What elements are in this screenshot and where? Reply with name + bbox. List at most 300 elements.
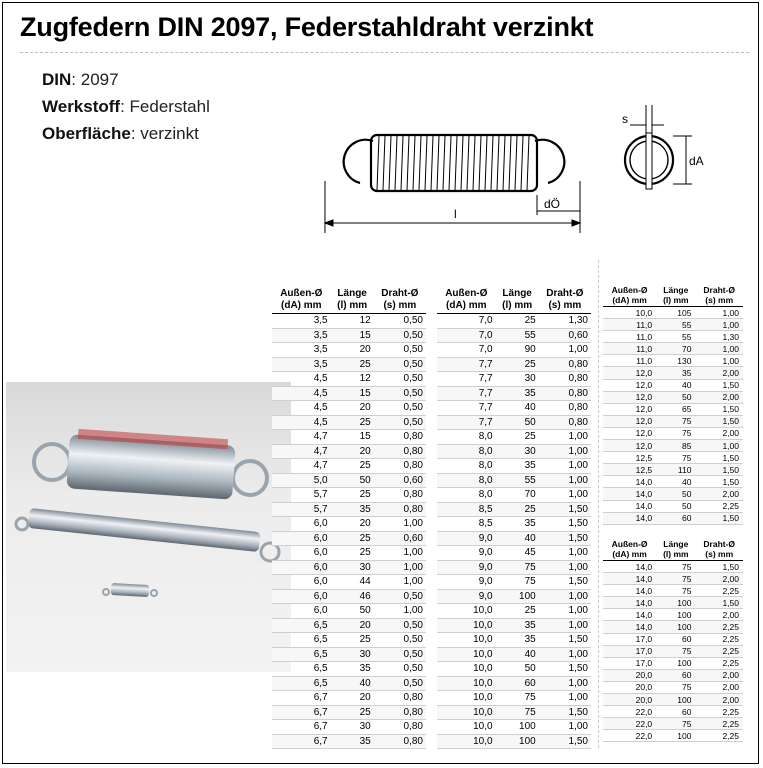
cell-outer-diameter: 7,0 [437, 314, 496, 329]
table-row [603, 307, 743, 319]
cell-length: 35 [496, 459, 539, 474]
col-header-line: (dA) mm [612, 295, 647, 305]
cell-wire-diameter: 2,25 [695, 730, 743, 742]
table-row [603, 355, 743, 367]
cell-wire-diameter: 1,00 [539, 444, 591, 459]
cell-length: 25 [496, 430, 539, 445]
table-row [437, 546, 591, 561]
cell-outer-diameter: 14,0 [603, 573, 656, 585]
cell-wire-diameter: 1,00 [539, 488, 591, 503]
spec-material: Werkstoff: Federstahl [42, 97, 210, 116]
cell-outer-diameter: 22,0 [603, 706, 656, 718]
table-row [272, 444, 426, 459]
table-row [603, 488, 743, 500]
cell-wire-diameter: 1,00 [539, 589, 591, 604]
table-row [272, 618, 426, 633]
table-row [603, 343, 743, 355]
cell-outer-diameter: 11,0 [603, 355, 656, 367]
spec-din-value: 2097 [80, 70, 119, 89]
table-row [272, 560, 426, 575]
cell-outer-diameter: 9,0 [437, 531, 496, 546]
cell-outer-diameter: 6,0 [272, 531, 331, 546]
table-row [272, 357, 426, 372]
cell-length: 100 [496, 720, 539, 735]
cell-outer-diameter: 10,0 [437, 618, 496, 633]
col-header-line: Außen-Ø [280, 288, 323, 299]
table-row [272, 473, 426, 488]
cell-outer-diameter: 7,7 [437, 372, 496, 387]
table-row [437, 705, 591, 720]
cell-length: 15 [331, 386, 374, 401]
cell-outer-diameter: 6,0 [272, 560, 331, 575]
cell-length: 75 [656, 415, 695, 427]
cell-wire-diameter: 1,50 [695, 415, 743, 427]
cell-length: 30 [496, 444, 539, 459]
cell-length: 75 [656, 561, 695, 573]
cell-outer-diameter: 5,0 [272, 473, 331, 488]
cell-outer-diameter: 3,5 [272, 343, 331, 358]
cell-length: 40 [496, 647, 539, 662]
cell-wire-diameter: 1,00 [374, 604, 426, 619]
cell-outer-diameter: 3,5 [272, 357, 331, 372]
cell-wire-diameter: 2,25 [695, 500, 743, 512]
table-row [603, 415, 743, 427]
cell-wire-diameter: 1,50 [695, 403, 743, 415]
cell-length: 100 [496, 589, 539, 604]
cell-outer-diameter: 10,0 [603, 307, 656, 319]
large-spring-right-eye [233, 461, 267, 495]
cell-wire-diameter: 1,00 [539, 343, 591, 358]
cell-wire-diameter: 1,00 [539, 691, 591, 706]
cell-length: 30 [331, 720, 374, 735]
table-row [272, 314, 426, 329]
cell-wire-diameter: 0,80 [539, 386, 591, 401]
table-row [437, 343, 591, 358]
cell-wire-diameter: 0,80 [374, 720, 426, 735]
table-row [272, 386, 426, 401]
cell-wire-diameter: 1,00 [539, 604, 591, 619]
cell-length: 15 [331, 328, 374, 343]
cell-length: 35 [496, 386, 539, 401]
cell-outer-diameter: 6,5 [272, 618, 331, 633]
cell-outer-diameter: 9,0 [437, 575, 496, 590]
cell-outer-diameter: 6,7 [272, 720, 331, 735]
col-header-line: Außen-Ø [445, 288, 488, 299]
eye-diameter-label: dÖ [544, 197, 561, 211]
table-row [437, 604, 591, 619]
table-row [272, 633, 426, 648]
table-row [437, 314, 591, 329]
col-header-line: Länge [502, 288, 532, 299]
table-divider [598, 260, 599, 748]
spec-material-value: Federstahl [129, 97, 210, 116]
cell-length: 15 [331, 430, 374, 445]
cell-wire-diameter: 1,50 [695, 476, 743, 488]
cell-length: 25 [331, 415, 374, 430]
cell-outer-diameter: 20,0 [603, 681, 656, 693]
table-row [437, 720, 591, 735]
table-row [437, 372, 591, 387]
cell-outer-diameter: 9,0 [437, 560, 496, 575]
cell-wire-diameter: 1,50 [695, 379, 743, 391]
cell-length: 70 [656, 343, 695, 355]
table-row [272, 734, 426, 749]
table-row [603, 452, 743, 464]
cell-wire-diameter: 2,25 [695, 657, 743, 669]
cell-length: 55 [656, 331, 695, 343]
cell-length: 75 [656, 452, 695, 464]
cell-length: 20 [331, 618, 374, 633]
cell-length: 35 [496, 633, 539, 648]
cell-outer-diameter: 6,0 [272, 589, 331, 604]
cell-outer-diameter: 20,0 [603, 669, 656, 681]
table-row [603, 512, 743, 524]
col-wire-diameter [695, 284, 743, 307]
cell-outer-diameter: 6,0 [272, 546, 331, 561]
col-header-line: Draht-Ø [703, 285, 736, 295]
cell-length: 105 [656, 307, 695, 319]
col-header-line: (l) mm [502, 300, 533, 311]
cell-wire-diameter: 1,50 [539, 575, 591, 590]
cell-length: 20 [331, 444, 374, 459]
cell-outer-diameter: 17,0 [603, 645, 656, 657]
product-photo [6, 382, 291, 672]
outer-diameter-label: dA [689, 154, 704, 168]
table-row [272, 705, 426, 720]
cell-length: 50 [656, 500, 695, 512]
cell-wire-diameter: 1,00 [539, 647, 591, 662]
col-header-line: Länge [663, 285, 689, 295]
cell-length: 45 [496, 546, 539, 561]
cell-length: 25 [331, 357, 374, 372]
cell-length: 25 [496, 357, 539, 372]
col-wire-diameter [374, 287, 426, 314]
cell-length: 75 [656, 585, 695, 597]
cell-outer-diameter: 11,0 [603, 331, 656, 343]
cell-length: 60 [656, 706, 695, 718]
table-row [603, 706, 743, 718]
cell-outer-diameter: 7,7 [437, 357, 496, 372]
cell-wire-diameter: 1,50 [539, 502, 591, 517]
table-row [272, 372, 426, 387]
cell-wire-diameter: 0,50 [374, 676, 426, 691]
cell-outer-diameter: 14,0 [603, 500, 656, 512]
col-length [656, 284, 695, 307]
cell-length: 40 [331, 676, 374, 691]
cell-wire-diameter: 1,00 [374, 517, 426, 532]
cell-wire-diameter: 1,00 [539, 720, 591, 735]
col-length [496, 287, 539, 314]
cell-outer-diameter: 4,5 [272, 401, 331, 416]
col-header-line: Draht-Ø [703, 539, 736, 549]
table-row [437, 575, 591, 590]
right-eye-hook [535, 140, 564, 183]
col-header-line: (s) mm [705, 549, 734, 559]
table-row [272, 647, 426, 662]
cell-outer-diameter: 22,0 [603, 718, 656, 730]
cell-length: 46 [331, 589, 374, 604]
cell-outer-diameter: 12,0 [603, 403, 656, 415]
spec-surface-value: verzinkt [140, 124, 199, 143]
cell-wire-diameter: 1,00 [539, 676, 591, 691]
table-row [437, 633, 591, 648]
table-row [437, 386, 591, 401]
cell-wire-diameter: 2,00 [695, 391, 743, 403]
cell-wire-diameter: 0,60 [539, 328, 591, 343]
cell-outer-diameter: 6,5 [272, 633, 331, 648]
table-row [603, 464, 743, 476]
cell-wire-diameter: 1,50 [539, 531, 591, 546]
cell-length: 75 [656, 645, 695, 657]
table-row [603, 597, 743, 609]
cell-length: 60 [656, 669, 695, 681]
cell-outer-diameter: 6,7 [272, 734, 331, 749]
cell-outer-diameter: 8,0 [437, 473, 496, 488]
cell-length: 55 [496, 328, 539, 343]
cell-wire-diameter: 2,00 [695, 367, 743, 379]
cell-length: 100 [656, 597, 695, 609]
cell-length: 75 [656, 718, 695, 730]
cell-wire-diameter: 1,00 [374, 546, 426, 561]
cell-outer-diameter: 5,7 [272, 488, 331, 503]
cell-wire-diameter: 1,50 [695, 561, 743, 573]
col-header-line: (dA) mm [612, 549, 647, 559]
cell-wire-diameter: 1,00 [695, 343, 743, 355]
cell-length: 40 [496, 401, 539, 416]
cell-length: 100 [656, 694, 695, 706]
cell-wire-diameter: 2,25 [695, 633, 743, 645]
table-row [272, 604, 426, 619]
cell-length: 50 [656, 488, 695, 500]
cell-outer-diameter: 10,0 [437, 720, 496, 735]
table-row [603, 427, 743, 439]
cell-outer-diameter: 9,0 [437, 546, 496, 561]
cell-wire-diameter: 2,25 [695, 718, 743, 730]
cell-wire-diameter: 0,80 [374, 691, 426, 706]
table-row [272, 488, 426, 503]
col-outer-diameter [272, 287, 331, 314]
cell-length: 60 [496, 676, 539, 691]
cell-wire-diameter: 0,50 [374, 647, 426, 662]
cell-wire-diameter: 0,80 [539, 372, 591, 387]
cell-length: 75 [496, 560, 539, 575]
table-row [272, 430, 426, 445]
table-row [437, 401, 591, 416]
cell-wire-diameter: 1,00 [695, 440, 743, 452]
cell-length: 40 [496, 531, 539, 546]
table-row [272, 459, 426, 474]
col-header-line: (dA) mm [281, 300, 322, 311]
length-label: l [454, 207, 457, 221]
table-row [437, 531, 591, 546]
cell-length: 12 [331, 372, 374, 387]
cell-wire-diameter: 0,50 [374, 618, 426, 633]
cell-length: 55 [496, 473, 539, 488]
table-row [603, 379, 743, 391]
cell-wire-diameter: 0,50 [374, 589, 426, 604]
cell-length: 20 [331, 401, 374, 416]
cell-wire-diameter: 1,00 [539, 618, 591, 633]
cell-outer-diameter: 17,0 [603, 657, 656, 669]
cell-outer-diameter: 14,0 [603, 476, 656, 488]
table-row [272, 691, 426, 706]
col-header-line: (l) mm [337, 300, 368, 311]
cell-wire-diameter: 0,50 [374, 314, 426, 329]
cell-wire-diameter: 0,50 [374, 415, 426, 430]
cell-wire-diameter: 1,50 [539, 734, 591, 749]
cell-length: 75 [656, 681, 695, 693]
cell-wire-diameter: 1,50 [695, 512, 743, 524]
wire-label: s [622, 112, 628, 126]
cell-length: 100 [656, 730, 695, 742]
table-row [603, 319, 743, 331]
cell-wire-diameter: 0,80 [374, 705, 426, 720]
cell-length: 40 [656, 476, 695, 488]
table-row [437, 473, 591, 488]
cell-outer-diameter: 20,0 [603, 694, 656, 706]
cell-length: 75 [656, 573, 695, 585]
table-row [437, 444, 591, 459]
cell-length: 100 [656, 657, 695, 669]
col-header-line: (s) mm [548, 300, 582, 311]
cell-outer-diameter: 10,0 [437, 647, 496, 662]
col-header-line: (dA) mm [446, 300, 487, 311]
cell-outer-diameter: 10,0 [437, 734, 496, 749]
cell-length: 75 [656, 427, 695, 439]
table-row [437, 734, 591, 749]
cell-length: 20 [331, 517, 374, 532]
cell-outer-diameter: 14,0 [603, 621, 656, 633]
table-row [272, 415, 426, 430]
cell-outer-diameter: 4,5 [272, 372, 331, 387]
col-header-line: (s) mm [383, 300, 417, 311]
cell-wire-diameter: 2,25 [695, 585, 743, 597]
table-row [603, 440, 743, 452]
cell-wire-diameter: 0,50 [374, 662, 426, 677]
table-row [603, 609, 743, 621]
table-row [603, 561, 743, 573]
cell-outer-diameter: 3,5 [272, 328, 331, 343]
cell-length: 35 [656, 367, 695, 379]
col-length [331, 287, 374, 314]
cell-outer-diameter: 6,0 [272, 604, 331, 619]
cell-outer-diameter: 14,0 [603, 597, 656, 609]
cell-wire-diameter: 1,00 [374, 575, 426, 590]
table-row [272, 401, 426, 416]
cell-wire-diameter: 0,80 [374, 502, 426, 517]
table-row [272, 343, 426, 358]
cell-outer-diameter: 4,5 [272, 386, 331, 401]
cell-length: 25 [331, 459, 374, 474]
cell-wire-diameter: 0,60 [374, 473, 426, 488]
cell-length: 25 [496, 604, 539, 619]
spec-din-label: DIN [42, 70, 72, 89]
cell-wire-diameter: 0,80 [374, 430, 426, 445]
cell-outer-diameter: 10,0 [437, 676, 496, 691]
cell-length: 50 [496, 662, 539, 677]
table-row [603, 657, 743, 669]
table-row [272, 676, 426, 691]
table-row [272, 662, 426, 677]
cell-outer-diameter: 11,0 [603, 319, 656, 331]
cell-length: 75 [496, 691, 539, 706]
col-length [656, 538, 695, 561]
table-row [603, 730, 743, 742]
page-title: Zugfedern DIN 2097, Federstahldraht verzinkt [20, 12, 594, 42]
cell-wire-diameter: 0,50 [374, 343, 426, 358]
cell-wire-diameter: 1,00 [539, 430, 591, 445]
cell-wire-diameter: 2,00 [695, 427, 743, 439]
cell-length: 70 [496, 488, 539, 503]
cell-length: 40 [656, 379, 695, 391]
col-header-line: Länge [663, 539, 689, 549]
cell-wire-diameter: 1,50 [539, 633, 591, 648]
cell-outer-diameter: 8,0 [437, 444, 496, 459]
table-row [603, 681, 743, 693]
cell-wire-diameter: 2,25 [695, 706, 743, 718]
cell-wire-diameter: 2,00 [695, 609, 743, 621]
col-header-line: (s) mm [705, 295, 734, 305]
table-row [603, 621, 743, 633]
cell-outer-diameter: 10,0 [437, 662, 496, 677]
col-header-line: Draht-Ø [381, 288, 419, 299]
cell-wire-diameter: 1,30 [695, 331, 743, 343]
cell-wire-diameter: 1,50 [695, 464, 743, 476]
cell-outer-diameter: 22,0 [603, 730, 656, 742]
cell-outer-diameter: 12,5 [603, 452, 656, 464]
cell-length: 100 [656, 621, 695, 633]
cell-wire-diameter: 1,00 [374, 560, 426, 575]
cell-length: 25 [331, 488, 374, 503]
col-outer-diameter [437, 287, 496, 314]
cell-outer-diameter: 4,7 [272, 459, 331, 474]
spring-table-2 [437, 287, 591, 749]
table-row [603, 476, 743, 488]
cell-outer-diameter: 10,0 [437, 691, 496, 706]
cell-wire-diameter: 0,50 [374, 386, 426, 401]
table-row [272, 720, 426, 735]
cell-wire-diameter: 1,00 [695, 319, 743, 331]
cell-length: 110 [656, 464, 695, 476]
cell-length: 12 [331, 314, 374, 329]
cell-wire-diameter: 0,80 [374, 459, 426, 474]
springs-illustration [6, 382, 291, 672]
table-row [437, 676, 591, 691]
cell-outer-diameter: 8,5 [437, 502, 496, 517]
table-row [603, 500, 743, 512]
spring-table-1 [272, 287, 426, 749]
spring-drawing [315, 105, 595, 235]
cell-length: 50 [331, 473, 374, 488]
small-spring [111, 583, 150, 597]
cell-wire-diameter: 1,00 [695, 307, 743, 319]
cell-length: 75 [496, 575, 539, 590]
table-row [272, 575, 426, 590]
cell-wire-diameter: 2,00 [695, 573, 743, 585]
cell-wire-diameter: 1,50 [695, 597, 743, 609]
cell-outer-diameter: 5,7 [272, 502, 331, 517]
cell-wire-diameter: 1,50 [539, 705, 591, 720]
cell-outer-diameter: 7,7 [437, 386, 496, 401]
table-row [272, 517, 426, 532]
long-spring [28, 508, 261, 552]
cell-length: 35 [331, 502, 374, 517]
col-outer-diameter [603, 284, 656, 307]
col-header-line: Außen-Ø [611, 285, 648, 295]
cell-length: 60 [656, 633, 695, 645]
cell-length: 65 [656, 403, 695, 415]
table-row [437, 589, 591, 604]
